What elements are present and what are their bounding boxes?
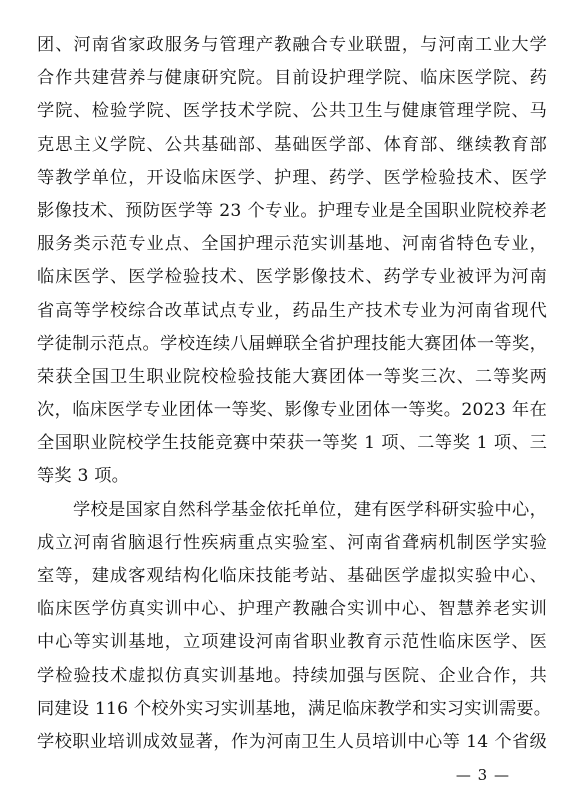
paragraph-2 (37, 494, 552, 760)
text-line: 学校是国家自然科学基金依托单位，建有医学科研实验中心， (73, 499, 547, 520)
text-line: 全国职业院校学生技能竞赛中荣获一等奖 1 项、二等奖 1 项、三 (37, 433, 547, 454)
text-line: 学院、检验学院、医学技术学院、公共卫生与健康管理学院、马 (37, 101, 547, 122)
text-line: 学校职业培训成效显著，作为河南卫生人员培训中心等 14 个省级 (37, 731, 547, 752)
text-line: 荣获全国卫生职业院校检验技能大赛团体一等奖三次、二等奖两 (37, 366, 547, 387)
text-line: 临床医学、医学检验技术、医学影像技术、药学专业被评为河南 (37, 267, 547, 288)
page-number: — 3 — (455, 766, 510, 784)
text-line: 合作共建营养与健康研究院。目前设护理学院、临床医学院、药 (37, 68, 547, 89)
text-line: 成立河南省脑退行性疾病重点实验室、河南省聋病机制医学实验 (37, 532, 547, 553)
text-line: 同建设 116 个校外实习实训基地，满足临床教学和实习实训需要。 (37, 698, 552, 719)
text-line: 省高等学校综合改革试点专业，药品生产技术专业为河南省现代 (37, 300, 547, 321)
paragraph-1 (37, 29, 547, 494)
text-line: 学徒制示范点。学校连续八届蝉联全省护理技能大赛团体一等奖， (37, 333, 547, 354)
document-body (37, 29, 552, 759)
text-line: 中心等实训基地，立项建设河南省职业教育示范性临床医学、医 (37, 632, 547, 653)
text-line: 等奖 3 项。 (37, 466, 130, 487)
text-line: 室等，建成客观结构化临床技能考站、基础医学虚拟实验中心、 (37, 566, 547, 586)
text-line: 影像技术、预防医学等 23 个专业。护理专业是全国职业院校养老 (37, 200, 547, 221)
text-line: 学检验技术虚拟仿真实训基地。持续加强与医院、企业合作，共 (37, 665, 547, 686)
text-line: 次，临床医学专业团体一等奖、影像专业团体一等奖。2023 年在 (37, 400, 547, 421)
text-line: 等教学单位，开设临床医学、护理、药学、医学检验技术、医学 (37, 167, 547, 188)
text-line: 团、河南省家政服务与管理产教融合专业联盟，与河南工业大学 (37, 35, 547, 55)
text-line: 克思主义学院、公共基础部、基础医学部、体育部、继续教育部 (37, 134, 547, 155)
text-line: 服务类示范专业点、全国护理示范实训基地、河南省特色专业， (37, 234, 547, 255)
text-line: 临床医学仿真实训中心、护理产教融合实训中心、智慧养老实训 (37, 599, 547, 620)
